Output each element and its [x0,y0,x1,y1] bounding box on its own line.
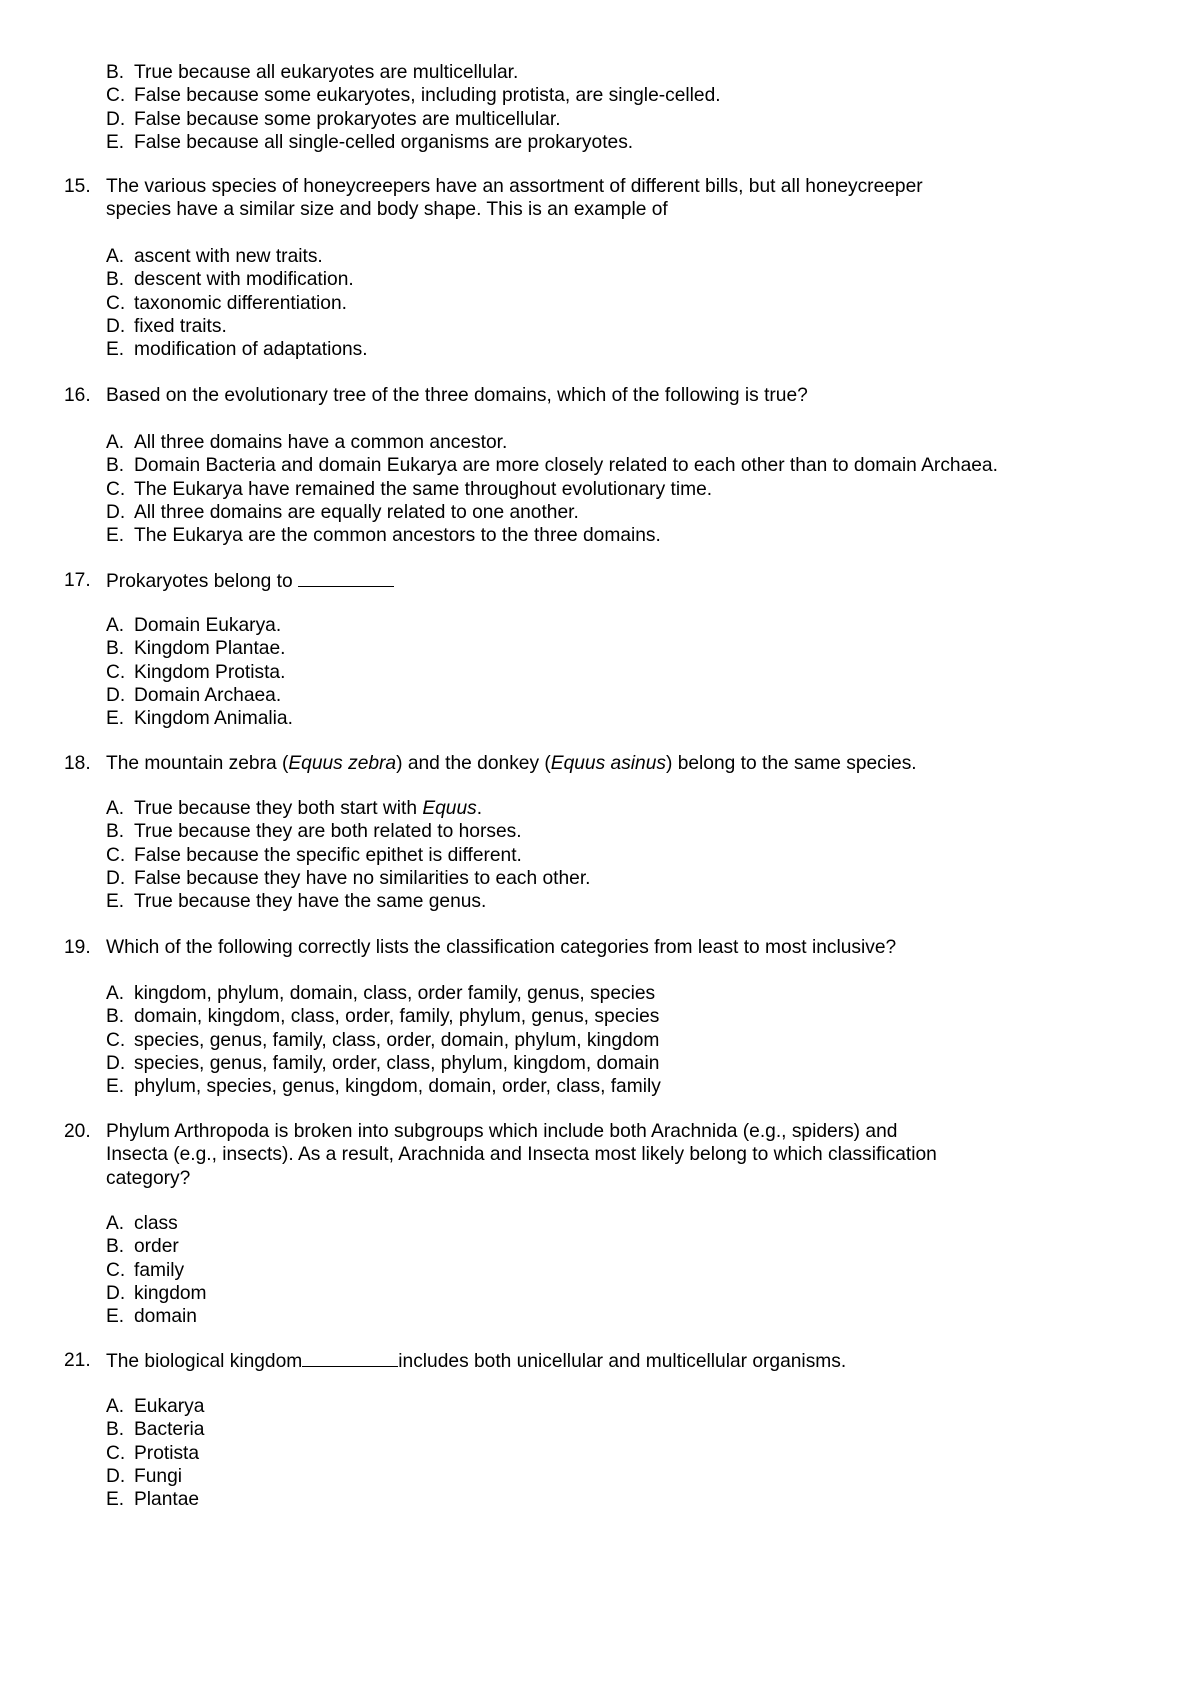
q14-options [106,61,1106,154]
question-number: 18. [64,753,91,774]
q19-option-c: C. species, genus, family, class, order, domain, phylum, kingdom [106,1029,660,1051]
q20-options [106,1212,1106,1328]
q15-option-e: E. modification of adaptations. [106,339,368,361]
q18-option-e: E. True because they have the same genus. [106,891,487,913]
question-text: Prokaryotes belong to [106,569,1006,593]
q18-option-a: A. True because they both start with Equus. [106,798,483,819]
q16-option-e: E. The Eukarya are the common ancestors to the three domains. [106,525,661,547]
q16-option-b: B. Domain Bacteria and domain Eukarya are more closely related to each other than to domain Archaea. [106,455,998,477]
q16-option-d: D. All three domains are equally related to one another. [106,501,579,523]
q21-option-a: A. Eukarya [106,1396,205,1417]
question-number: 21. [64,1350,91,1371]
question-text: Phylum Arthropoda is broken into subgroups which include both Arachnida (e.g., spiders) and Insecta (e.g., insects). As a result, Arachnida and Insecta most likely belong to which classification category? [106,1121,937,1189]
q21-option-e: E. Plantae [106,1489,200,1511]
q15-options [106,245,1106,361]
q15-option-c: C. taxonomic differentiation. [106,292,347,314]
q16-options [106,431,1106,547]
q18-option-b: B. True because they are both related to horses. [106,821,522,843]
q17-option-a: A. Domain Eukarya. [106,615,282,636]
q15-option-d: D. fixed traits. [106,315,227,337]
question-text: Which of the following correctly lists the classification categories from least to most inclusive? [106,937,897,958]
q18-options [106,797,1106,913]
q17-option-d: D. Domain Archaea. [106,684,282,706]
question-text: The various species of honeycreepers have an assortment of different bills, but all honeycreeper species have a similar size and body shape. This is an example of [106,176,923,221]
question-number: 16. [64,385,91,406]
q19-options [106,982,1106,1098]
q16-option-a: A. All three domains have a common ancestor. [106,432,508,453]
answer-blank [302,1349,398,1367]
q19-option-e: E. phylum, species, genus, kingdom, domain, order, class, family [106,1076,661,1098]
answer-blank [298,569,394,587]
q21-option-c: C. Protista [106,1442,200,1464]
question-text: The biological kingdom includes both unicellular and multicellular organisms. [106,1351,847,1372]
q14-option-d: D. False because some prokaryotes are multicellular. [106,108,561,130]
q17-option-e: E. Kingdom Animalia. [106,708,293,730]
q20-option-c: C. family [106,1259,185,1281]
q19-option-b: B. domain, kingdom, class, order, family, phylum, genus, species [106,1006,660,1028]
question-number: 17. [64,570,91,591]
q20-option-e: E. domain [106,1306,197,1328]
q15-option-a: A. ascent with new traits. [106,246,323,267]
q16-option-c: C. The Eukarya have remained the same throughout evolutionary time. [106,478,713,500]
q18-option-d: D. False because they have no similarities to each other. [106,867,591,889]
q17-option-b: B. Kingdom Plantae. [106,638,286,660]
q17-option-c: C. Kingdom Protista. [106,661,286,683]
q19-option-d: D. species, genus, family, order, class, phylum, kingdom, domain [106,1052,660,1074]
question-number: 20. [64,1121,91,1142]
question-number: 15. [64,176,91,197]
question-text: The mountain zebra (Equus zebra) and the donkey (Equus asinus) belong to the same species. [106,753,917,774]
q20-option-b: B. order [106,1236,179,1258]
q20-option-d: D. kingdom [106,1282,207,1304]
q15-option-b: B. descent with modification. [106,269,354,291]
q18-option-c: C. False because the specific epithet is different. [106,844,522,866]
q21-option-b: B. Bacteria [106,1419,205,1441]
q21-option-d: D. Fungi [106,1465,182,1487]
q19-option-a: A. kingdom, phylum, domain, class, order family, genus, species [106,983,656,1004]
question-number: 19. [64,937,91,958]
q21-options [106,1395,1106,1511]
q14-option-c: C. False because some eukaryotes, including protista, are single-celled. [106,85,721,107]
question-text: Based on the evolutionary tree of the three domains, which of the following is true? [106,385,808,406]
q20-option-a: A. class [106,1213,178,1234]
q14-option-e: E. False because all single-celled organisms are prokaryotes. [106,131,634,153]
q17-options [106,614,1106,730]
q14-option-b: B. True because all eukaryotes are multicellular. [106,62,519,83]
